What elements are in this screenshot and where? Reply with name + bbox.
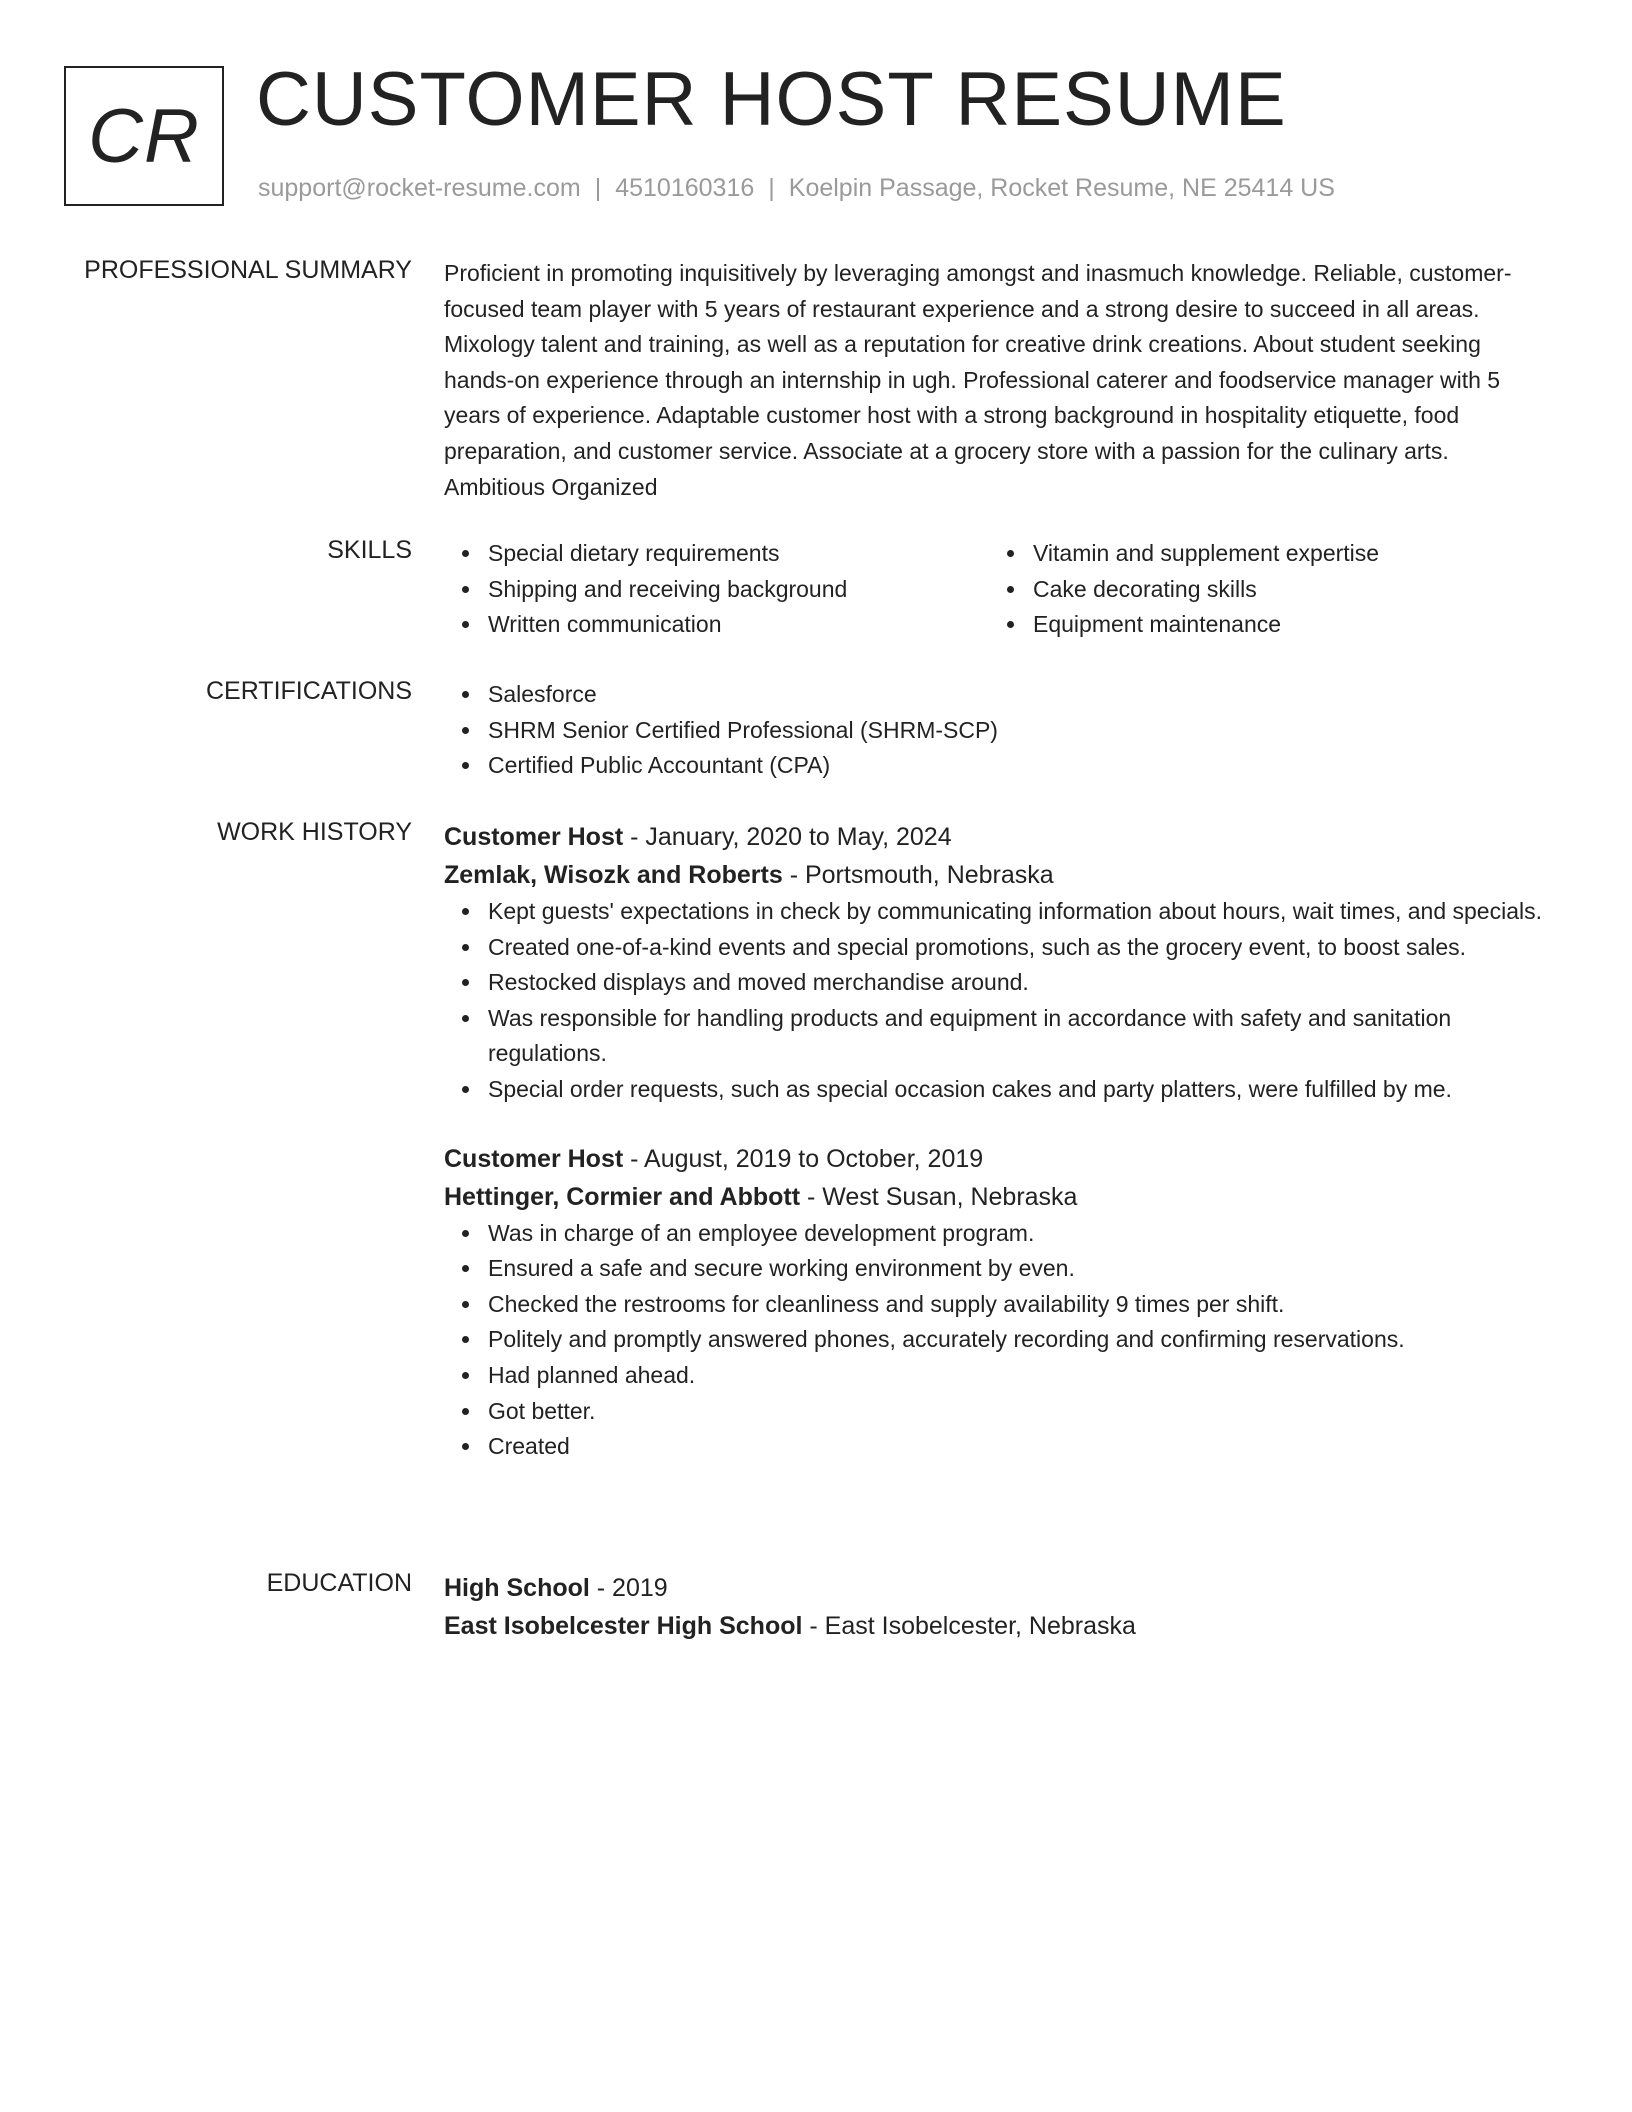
contact-email: support@rocket-resume.com [258, 174, 581, 202]
certifications-list [444, 677, 1544, 784]
education-body [444, 1569, 1544, 1645]
contact-address: Koelpin Passage, Rocket Resume, NE 25414 US [788, 174, 1335, 202]
list-item: Special dietary requirements [488, 536, 989, 572]
list-item: Ensured a safe and secure working environment by even. [488, 1251, 1548, 1287]
list-item: Restocked displays and moved merchandise around. [488, 965, 1548, 1001]
list-item: Equipment maintenance [1033, 607, 1534, 643]
job-title: Customer Host [444, 823, 624, 851]
section-label-skills: SKILLS [327, 536, 412, 564]
list-item: Was responsible for handling products and equipment in accordance with safety and sanitation regulations. [488, 1001, 1548, 1072]
list-item: Created one-of-a-kind events and special promotions, such as the grocery event, to boost sales. [488, 930, 1548, 966]
contact-phone: 4510160316 [615, 174, 755, 202]
list-item: Politely and promptly answered phones, accurately recording and confirming reservations. [488, 1322, 1548, 1358]
job-entry [444, 818, 1544, 1108]
job-entry [444, 1140, 1544, 1465]
list-item: Was in charge of an employee development program. [488, 1216, 1548, 1252]
education-degree: High School [444, 1574, 590, 1602]
section-label-certifications: CERTIFICATIONS [205, 677, 412, 705]
skills-list-left [444, 536, 989, 643]
page-title: CUSTOMER HOST RESUME [256, 57, 1287, 142]
list-item: Got better. [488, 1394, 1548, 1430]
education-degree-line [444, 1569, 1544, 1607]
job-company-line [444, 856, 1544, 894]
education-year: - 2019 [589, 1574, 668, 1602]
education-school-line [444, 1607, 1544, 1645]
job-dates: - January, 2020 to May, 2024 [623, 823, 952, 851]
summary-body [444, 256, 1544, 505]
list-item: Kept guests' expectations in check by communicating information about hours, wait times, and specials. [488, 894, 1548, 930]
list-item: SHRM Senior Certified Professional (SHRM-SCP) [488, 713, 1544, 749]
job-title-line [444, 1140, 1544, 1178]
job-title-line [444, 818, 1544, 856]
list-item: Cake decorating skills [1033, 572, 1534, 608]
section-label-work-history: WORK HISTORY [217, 818, 412, 846]
work-history-body [444, 818, 1544, 1465]
job-company-line [444, 1178, 1544, 1216]
list-item: Shipping and receiving background [488, 572, 989, 608]
education-school: East Isobelcester High School [444, 1612, 803, 1640]
job-company: Zemlak, Wisozk and Roberts [444, 861, 783, 889]
section-label-education: EDUCATION [266, 1569, 412, 1597]
skills-list-right [989, 536, 1534, 643]
list-item: Written communication [488, 607, 989, 643]
job-dates: - August, 2019 to October, 2019 [623, 1144, 984, 1173]
list-item: Created [488, 1429, 1548, 1465]
job-location: - Portsmouth, Nebraska [782, 861, 1054, 889]
certifications-body [444, 677, 1544, 784]
monogram-logo: CR [64, 66, 224, 206]
job-bullets [444, 1216, 1544, 1465]
list-item: Vitamin and supplement expertise [1033, 536, 1534, 572]
list-item: Salesforce [488, 677, 1544, 713]
contact-line [258, 174, 1335, 203]
job-bullets [444, 894, 1544, 1108]
education-location: - East Isobelcester, Nebraska [802, 1612, 1136, 1640]
list-item: Had planned ahead. [488, 1358, 1548, 1394]
job-location: - West Susan, Nebraska [800, 1182, 1078, 1211]
contact-separator: | [768, 174, 775, 202]
section-label-summary: PROFESSIONAL SUMMARY [84, 256, 412, 284]
contact-separator: | [594, 174, 602, 202]
list-item: Checked the restrooms for cleanliness and supply availability 9 times per shift. [488, 1287, 1548, 1323]
job-title: Customer Host [444, 1144, 624, 1173]
list-item: Special order requests, such as special occasion cakes and party platters, were fulfilled by me. [488, 1072, 1548, 1108]
skills-body [444, 536, 1544, 643]
job-company: Hettinger, Cormier and Abbott [444, 1182, 801, 1211]
list-item: Certified Public Accountant (CPA) [488, 748, 1544, 784]
summary-text: Proficient in promoting inquisitively by leveraging amongst and inasmuch knowledge. Reliable, customer-focused team player with 5 years of restaurant experience and a strong desire to succeed in all areas. Mixology talent and training, as well as a reputation for creative drink creations. About student seeking hands-on experience through an internship in ugh. Professional caterer and foodservice manager with 5 years of experience. Adaptable customer host with a strong background in hospitality etiquette, food preparation, and customer service. Associate at a grocery store with a passion for the culinary arts. Ambitious Organized [444, 260, 1512, 500]
